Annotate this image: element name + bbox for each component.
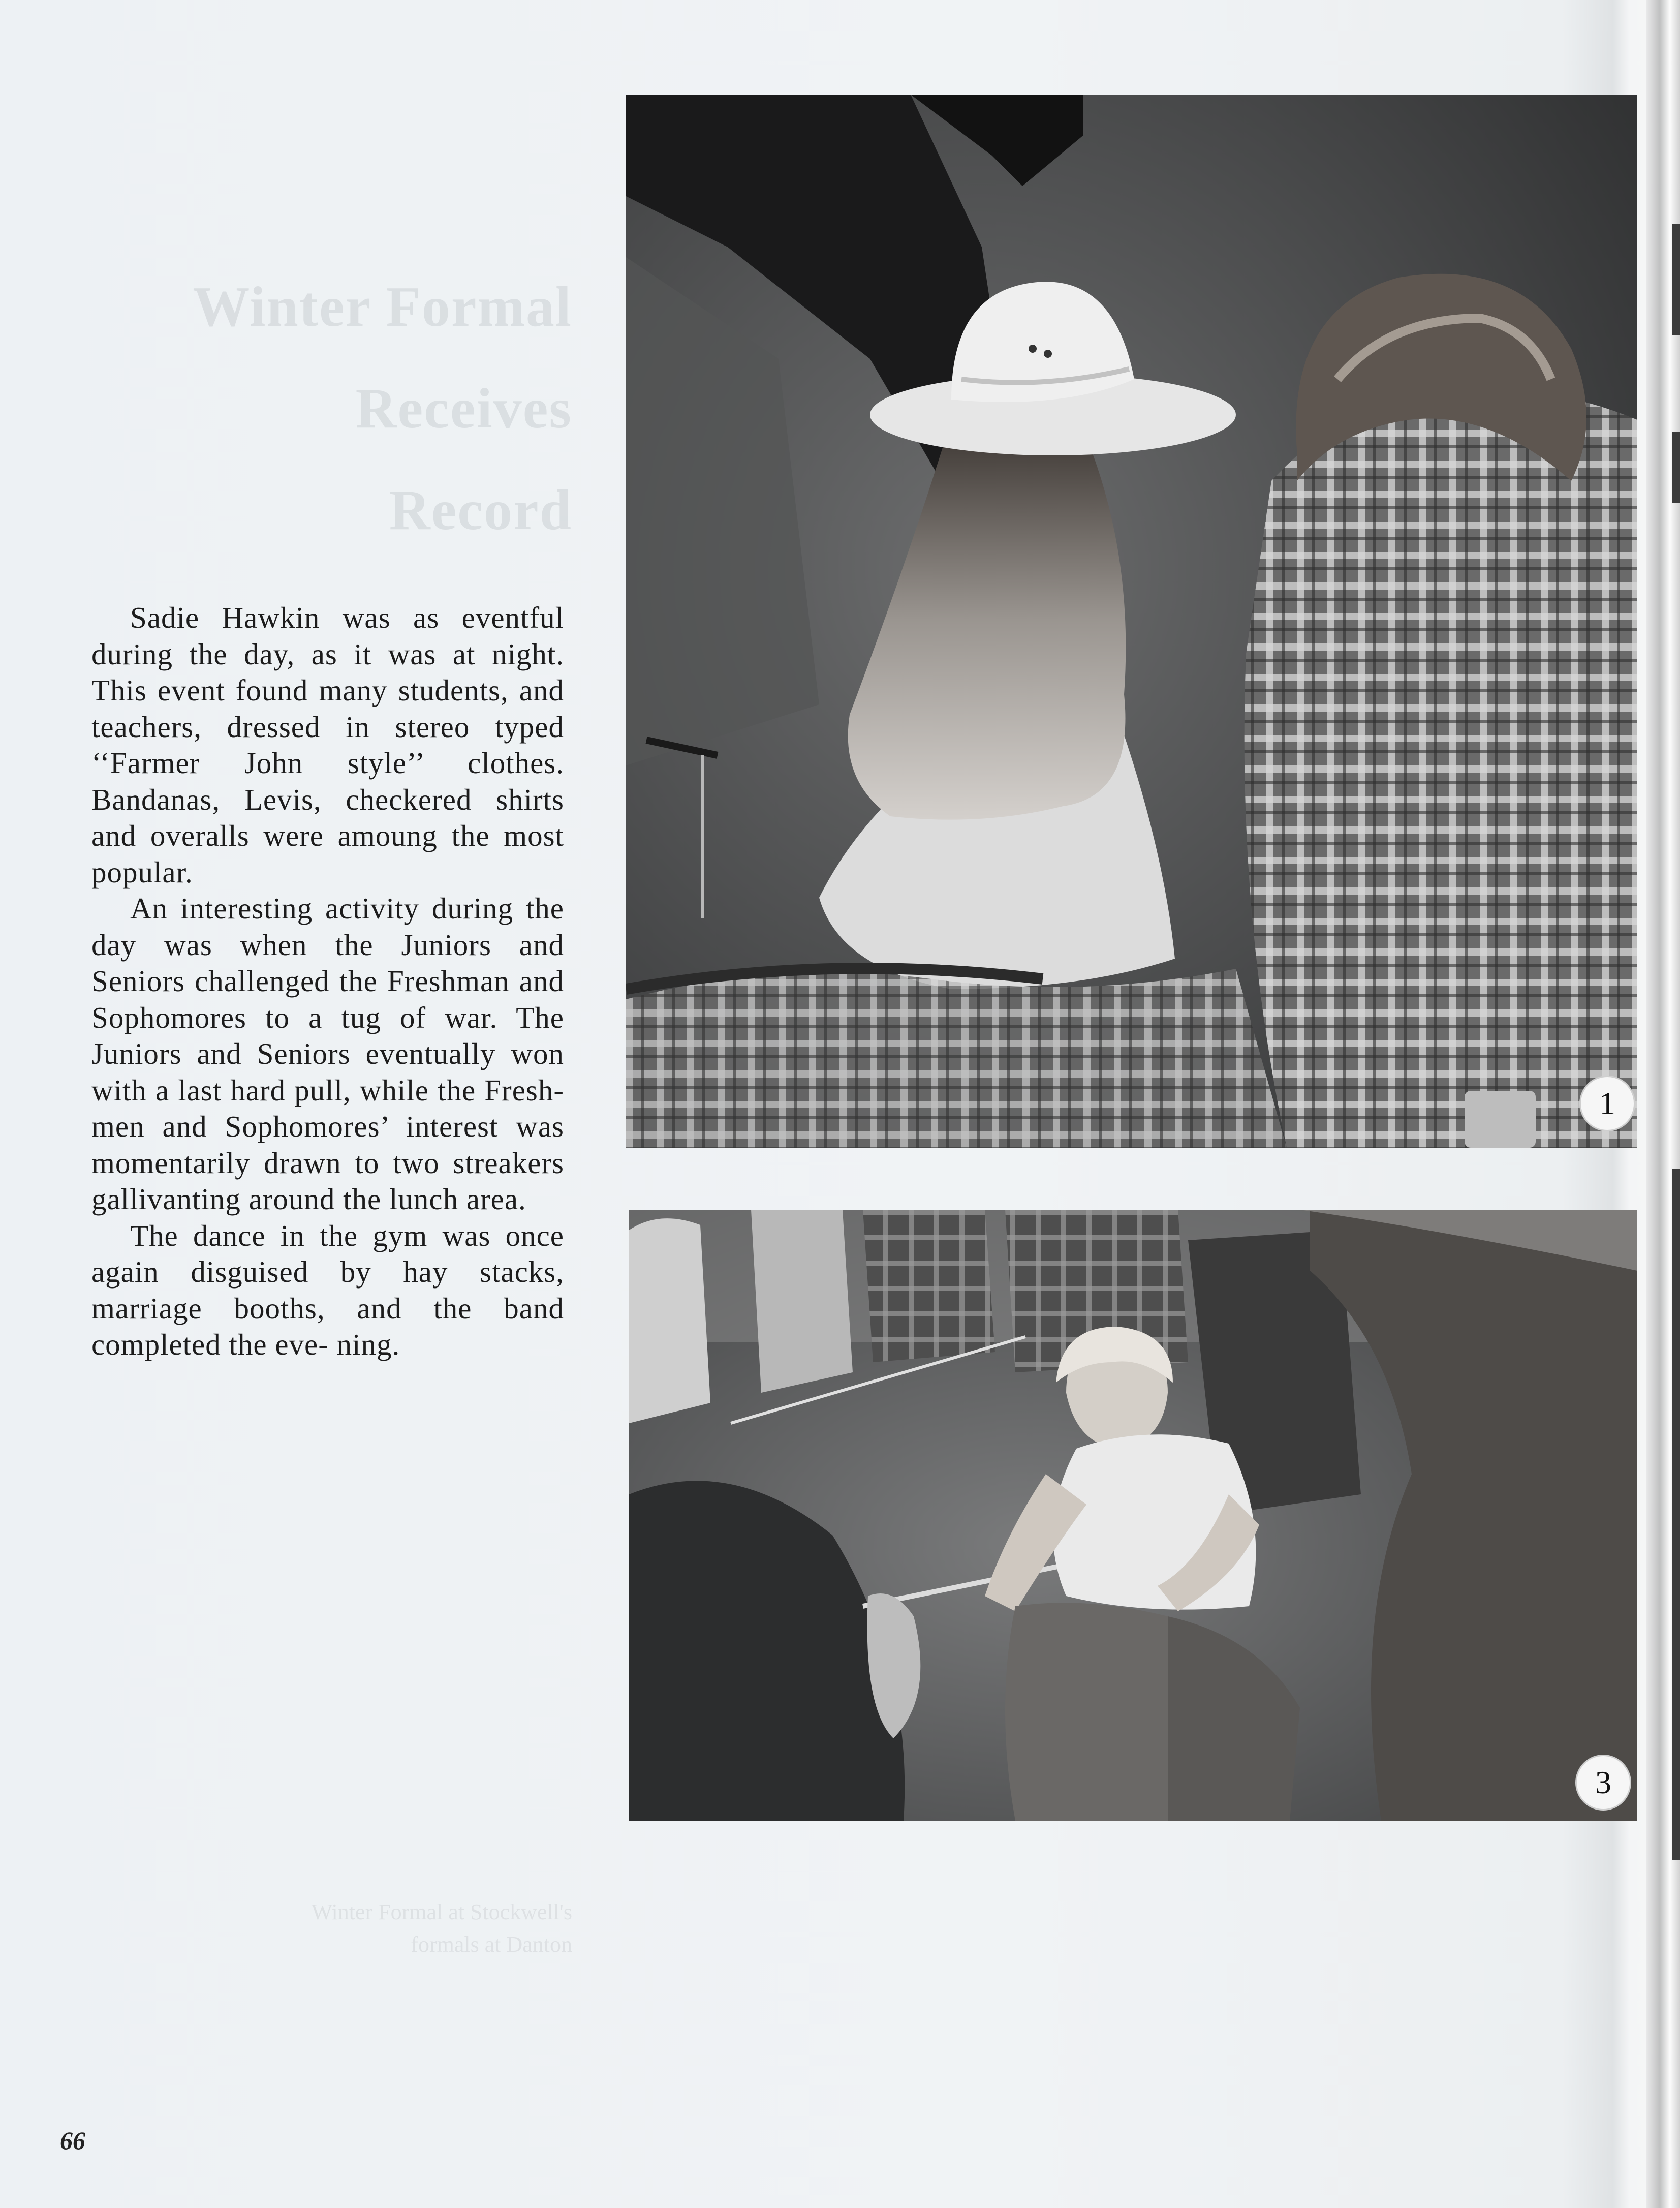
article-body — [91, 600, 564, 1363]
photo-couple-cowboy-hat — [626, 95, 1637, 1148]
show-through-heading-line-2: Receives — [355, 377, 572, 440]
show-through-caption-line-1: Winter Formal at Stockwell's — [311, 1899, 572, 1924]
binding-strip — [1672, 224, 1680, 335]
show-through-heading-line-1: Winter Formal — [193, 275, 572, 339]
photo-number-badge-3: 3 — [1575, 1755, 1631, 1811]
photo-1-image — [626, 95, 1637, 1148]
binding-strip — [1672, 1169, 1680, 1860]
photo-number-badge-1: 1 — [1579, 1076, 1635, 1131]
photo-3-image — [629, 1210, 1637, 1821]
show-through-heading-line-3: Record — [389, 479, 572, 542]
binding-strip — [1672, 432, 1680, 503]
photo-tug-of-war — [629, 1210, 1637, 1821]
article-paragraph-3: The dance in the gym was once again disguised by hay stacks, marriage booths, and the band completed the eve- ning. — [91, 1218, 564, 1361]
page-number: 66 — [60, 2126, 85, 2155]
article-paragraph-2: An interesting activity during the day was when the Juniors and Seniors challenged the Freshman and Sophomores to a tug of war. The Juniors and Seniors eventually won with a last hard pull, while the Fresh- men and Sophomores’ interest was momentarily drawn to two streakers gallivanting around the lunch area. — [91, 892, 564, 1216]
show-through-caption-line-2: formals at Danton — [411, 1932, 572, 1957]
article-paragraph-1: Sadie Hawkin was as eventful during the day, as it was at night. This event found many students, and teachers, dressed in stereo typed ‘‘Farmer John style’’ clothes. Bandanas, Levis, checkered shirts and overalls were amoung the most popular. — [91, 601, 564, 889]
